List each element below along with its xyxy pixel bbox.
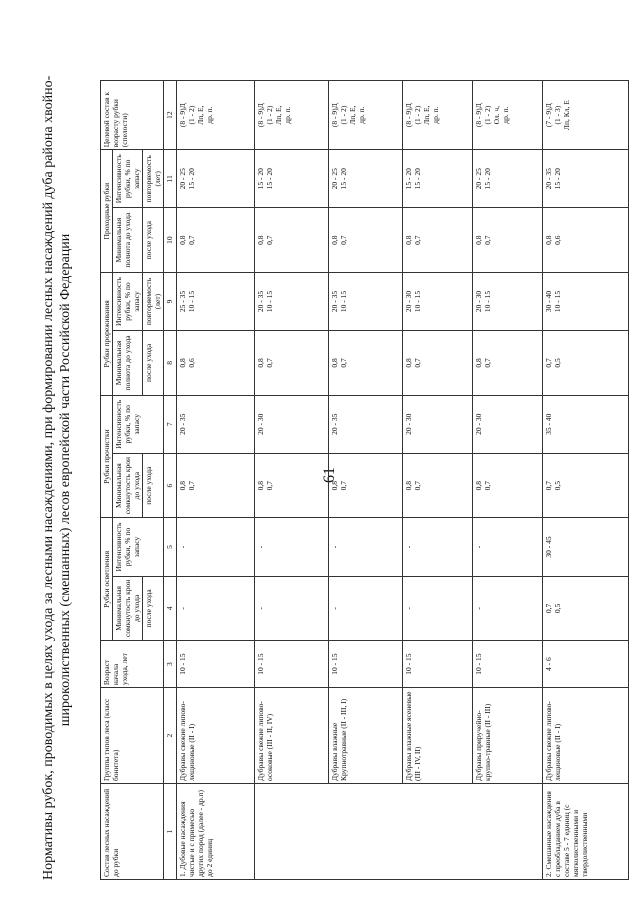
table-row	[329, 81, 403, 880]
col-num: 2	[164, 688, 177, 784]
cell-prorezh-intensity-line: 20 - 30	[474, 290, 483, 313]
cell-prohod-intensity-line: 20 - 25	[330, 168, 339, 190]
cell-proch-min-line: 0,8	[474, 480, 483, 491]
col-num: 5	[164, 518, 177, 576]
cell-prohod-intensity	[255, 150, 329, 208]
cell-osv-intensity: 30 - 45	[543, 518, 629, 576]
cell-osv-intensity: -	[473, 518, 543, 576]
cell-prohod-min	[329, 208, 403, 273]
title-line-1: Нормативы рубок, проводимых в целях ухода за лесными насаждениями, при формировании лесных насаждений дуба района хвойно-	[41, 75, 56, 880]
cell-target-line: (1 - 2)	[339, 105, 348, 125]
cell-prorezh-min-line: 0,7	[339, 358, 348, 368]
cell-proch-min-line: 0,7	[265, 480, 274, 491]
cell-start-age: 10 - 15	[403, 641, 473, 688]
cell-prohod-intensity-line: 20 - 25	[178, 168, 187, 190]
cell-target-line: (1 - 3)	[553, 105, 562, 125]
cell-forest-type: Дубравы свежие липово-осоковые (III - II, IV)	[255, 688, 329, 784]
cell-proch-min-line: 0,7	[413, 480, 422, 491]
cell-target-line: (1 - 2)	[187, 105, 196, 125]
cell-prohod-min-line: 0,8	[178, 235, 187, 245]
header-osvetlenie: Рубки осветления	[101, 518, 113, 641]
header-start-age: Возраст начала ухода, лет	[101, 641, 164, 688]
cell-osv-min-line: 0,5	[553, 603, 562, 614]
table-title	[40, 75, 88, 880]
cell-start-age: 10 - 15	[255, 641, 329, 688]
cell-forest-type: Дубравы влажные ясеневые (III - IV, II)	[403, 688, 473, 784]
cell-prorezh-min	[255, 331, 329, 396]
header-repeat: повторяемость (лет)	[143, 150, 164, 208]
cell-proch-intensity: 20 - 30	[255, 395, 329, 453]
cell-target	[329, 81, 403, 150]
col-num: 9	[164, 273, 177, 331]
cell-prorezh-intensity	[543, 273, 629, 331]
cell-proch-intensity: 20 - 35	[329, 395, 403, 453]
title-line-2: широколиственных (смешанных) лесов европейской части Российской Федерации	[58, 233, 73, 727]
cell-proch-min	[473, 453, 543, 518]
cell-prorezh-min-line: 0,8	[474, 358, 483, 368]
cell-prorezh-intensity-line: 25 - 35	[178, 290, 187, 313]
cell-prohod-intensity	[403, 150, 473, 208]
cell-osv-min: -	[255, 576, 329, 641]
cell-prohod-min-line: 0,6	[553, 235, 562, 245]
cell-composition	[255, 784, 543, 880]
cell-osv-intensity: -	[255, 518, 329, 576]
cell-prorezh-intensity-line: 10 - 15	[483, 290, 492, 313]
cell-prohod-min-line: 0,7	[187, 235, 196, 245]
cell-prohod-min-line: 0,8	[256, 235, 265, 245]
cell-prohod-intensity-line: 15 - 20	[413, 168, 422, 190]
cell-osv-min: -	[177, 576, 255, 641]
norms-table	[100, 80, 629, 880]
cell-prorezh-intensity	[473, 273, 543, 331]
cell-target-line: (1 - 2)	[483, 105, 492, 125]
cell-prohod-intensity	[473, 150, 543, 208]
cell-prorezh-min-line: 0,8	[178, 358, 187, 368]
header-forest-type: Группы типов леса (класс бонитета)	[101, 688, 164, 784]
cell-prorezh-min-line: 0,7	[413, 358, 422, 368]
cell-proch-min	[403, 453, 473, 518]
header-target-composition: Целевой состав к возрасту рубки (спелости)	[101, 81, 164, 150]
cell-proch-min	[177, 453, 255, 518]
cell-proch-min-line: 0,7	[339, 480, 348, 491]
cell-start-age: 10 - 15	[177, 641, 255, 688]
cell-proch-min-line: 0,8	[330, 480, 339, 491]
header-min-compact: Минимальная сомкнутость крон до ухода	[113, 576, 143, 641]
cell-prohod-intensity-line: 15 - 20	[256, 168, 265, 190]
cell-prorezh-min	[403, 331, 473, 396]
header-min-density: Минимальная полнота до ухода	[113, 331, 143, 396]
cell-target-line: (8 - 9)Д	[178, 103, 187, 128]
cell-osv-min-line: 0,7	[544, 603, 553, 614]
cell-prorezh-min-line: 0,8	[404, 358, 413, 368]
header-min-density: Минимальная полнота до ухода	[113, 208, 143, 273]
cell-target	[543, 81, 629, 150]
header-prohodnye: Проходные рубки	[101, 150, 113, 273]
col-num: 1	[164, 784, 177, 880]
cell-prohod-intensity-line: 15 - 20	[265, 168, 274, 190]
cell-osv-intensity: -	[329, 518, 403, 576]
cell-prohod-min-line: 0,8	[474, 235, 483, 245]
cell-target-line: др. п.	[205, 106, 214, 124]
cell-prohod-min	[177, 208, 255, 273]
cell-prohod-min-line: 0,8	[404, 235, 413, 245]
cell-prorezh-intensity-line: 30 - 40	[544, 290, 553, 313]
cell-proch-min-line: 0,7	[483, 480, 492, 491]
cell-prohod-intensity-line: 15 - 20	[339, 168, 348, 190]
header-prochistka: Рубки прочистки	[101, 395, 113, 518]
table-row	[543, 81, 629, 880]
cell-target-line: (8 - 9)Д	[256, 103, 265, 128]
cell-target	[255, 81, 329, 150]
col-num: 6	[164, 453, 177, 518]
cell-prorezh-min-line: 0,8	[330, 358, 339, 368]
cell-start-age: 10 - 15	[329, 641, 403, 688]
table-row	[255, 81, 329, 880]
cell-proch-intensity: 20 - 35	[177, 395, 255, 453]
cell-target-line: Лп, Кл, Е	[562, 100, 571, 131]
cell-osv-min: -	[329, 576, 403, 641]
cell-target-line: Лп, Е,	[422, 105, 431, 125]
header-intensity: Интенсивность рубки, % по запасу	[113, 395, 164, 453]
cell-prorezh-min	[473, 331, 543, 396]
cell-prohod-intensity-line: 20 - 25	[474, 168, 483, 190]
cell-target-line: (8 - 9)Д	[404, 103, 413, 128]
cell-target	[403, 81, 473, 150]
cell-prorezh-min-line: 0,6	[187, 358, 196, 368]
cell-prorezh-intensity-line: 10 - 15	[187, 290, 196, 313]
cell-prohod-min-line: 0,7	[483, 235, 492, 245]
cell-target-line: Лп, Е,	[196, 105, 205, 125]
cell-prohod-intensity-line: 15 - 20	[187, 168, 196, 190]
header-prorezhivanie: Рубки прореживания	[101, 273, 113, 396]
cell-prohod-intensity	[329, 150, 403, 208]
cell-prorezh-intensity-line: 20 - 30	[404, 290, 413, 313]
header-after-care: после ухода	[143, 453, 164, 518]
cell-prorezh-intensity-line: 20 - 35	[330, 290, 339, 313]
col-num: 10	[164, 208, 177, 273]
table-row	[403, 81, 473, 880]
page-number: 61	[321, 467, 338, 483]
cell-target-line: (8 - 9)Д	[474, 103, 483, 128]
cell-prorezh-intensity	[177, 273, 255, 331]
header-repeat: повторяемость (лет)	[143, 273, 164, 331]
cell-prorezh-intensity	[255, 273, 329, 331]
cell-prohod-min	[473, 208, 543, 273]
cell-proch-min-line: 0,7	[187, 480, 196, 491]
cell-target-line: др. п.	[357, 106, 366, 124]
cell-prohod-min-line: 0,7	[413, 235, 422, 245]
cell-target-line: др. п.	[283, 106, 292, 124]
cell-prorezh-intensity-line: 10 - 15	[265, 290, 274, 313]
table-row	[177, 81, 255, 880]
cell-osv-min: -	[403, 576, 473, 641]
cell-proch-intensity: 20 - 30	[403, 395, 473, 453]
header-after-care: после ухода	[143, 576, 164, 641]
header-after-care: после ухода	[143, 208, 164, 273]
cell-proch-min-line: 0,7	[544, 480, 553, 491]
cell-prohod-min-line: 0,8	[544, 235, 553, 245]
col-num: 4	[164, 576, 177, 641]
cell-proch-intensity: 35 - 40	[543, 395, 629, 453]
table-row	[473, 81, 543, 880]
cell-prorezh-min	[543, 331, 629, 396]
cell-forest-type: Дубравы свежие липово-лещиновые (II - I)	[177, 688, 255, 784]
col-num: 8	[164, 331, 177, 396]
cell-forest-type: Дубравы влажные Крупнотравные (II - III, I)	[329, 688, 403, 784]
cell-prorezh-min-line: 0,5	[553, 358, 562, 368]
cell-target-line: Лп, Е,	[274, 105, 283, 125]
col-num: 3	[164, 641, 177, 688]
cell-target-line: (1 - 2)	[413, 105, 422, 125]
cell-proch-min-line: 0,5	[553, 480, 562, 491]
cell-prohod-intensity-line: 15 - 20	[483, 168, 492, 190]
cell-forest-type: Дубравы свежие липово-лещиновые (II - I)	[543, 688, 629, 784]
cell-prohod-min-line: 0,8	[330, 235, 339, 245]
cell-proch-min-line: 0,8	[178, 480, 187, 491]
header-intensity: Интенсивность рубки, % по запасу	[113, 150, 143, 208]
cell-target-line: (7 - 9)Д	[544, 103, 553, 128]
header-composition: Состав лесных насаждений до рубки	[101, 784, 164, 880]
cell-proch-min	[329, 453, 403, 518]
cell-start-age: 10 - 15	[473, 641, 543, 688]
rotated-content	[40, 75, 620, 880]
col-num: 11	[164, 150, 177, 208]
cell-prorezh-min-line: 0,7	[265, 358, 274, 368]
cell-osv-intensity: -	[177, 518, 255, 576]
cell-target-line: Ол. ч,	[492, 105, 501, 125]
cell-prohod-min	[403, 208, 473, 273]
cell-prohod-min-line: 0,7	[265, 235, 274, 245]
cell-target-line: Лп, Е,	[348, 105, 357, 125]
cell-prorezh-intensity-line: 10 - 15	[339, 290, 348, 313]
cell-target	[473, 81, 543, 150]
cell-prohod-intensity-line: 15 - 20	[404, 168, 413, 190]
cell-forest-type: Дубравы приручейно-крупно-травные (II - III)	[473, 688, 543, 784]
header-after-care: после ухода	[143, 331, 164, 396]
cell-prorezh-min-line: 0,7	[544, 358, 553, 368]
cell-proch-min-line: 0,8	[404, 480, 413, 491]
cell-target-line: (1 - 2)	[265, 105, 274, 125]
cell-osv-min: -	[473, 576, 543, 641]
cell-prorezh-min	[329, 331, 403, 396]
cell-prohod-min	[543, 208, 629, 273]
header-intensity: Интенсивность рубки, % по запасу	[113, 518, 164, 576]
cell-prohod-intensity	[543, 150, 629, 208]
cell-prohod-intensity	[177, 150, 255, 208]
cell-prohod-min-line: 0,7	[339, 235, 348, 245]
cell-prorezh-min-line: 0,7	[483, 358, 492, 368]
cell-target-line: др. п.	[431, 106, 440, 124]
cell-prorezh-intensity	[403, 273, 473, 331]
cell-prorezh-min-line: 0,8	[256, 358, 265, 368]
cell-composition: 2. Смешанные насаждения с преобладанием дуба в составе 5 - 7 единиц (с мягколиственными и твердолиственными	[543, 784, 629, 880]
cell-target-line: др. п.	[501, 106, 510, 124]
cell-start-age: 4 - 6	[543, 641, 629, 688]
cell-prorezh-intensity-line: 10 - 15	[553, 290, 562, 313]
header-intensity: Интенсивность рубки, % по запасу	[113, 273, 143, 331]
cell-proch-min-line: 0,8	[256, 480, 265, 491]
cell-prorezh-intensity-line: 20 - 35	[256, 290, 265, 313]
cell-osv-intensity: -	[403, 518, 473, 576]
col-num: 7	[164, 395, 177, 453]
header-min-compact: Минимальная сомкнутость крон до ухода	[113, 453, 143, 518]
cell-prohod-intensity-line: 20 - 35	[544, 168, 553, 190]
cell-osv-min	[543, 576, 629, 641]
cell-prorezh-min	[177, 331, 255, 396]
cell-prorezh-intensity-line: 10 - 15	[413, 290, 422, 313]
cell-prohod-min	[255, 208, 329, 273]
cell-proch-min	[255, 453, 329, 518]
cell-prohod-intensity-line: 15 - 20	[553, 168, 562, 190]
cell-target-line: (8 - 9)Д	[330, 103, 339, 128]
col-num: 12	[164, 81, 177, 150]
cell-target	[177, 81, 255, 150]
cell-prorezh-intensity	[329, 273, 403, 331]
cell-composition: 1. Дубовые насаждения чистые и с примесью других пород (далее - др.п) до 2 единиц	[177, 784, 255, 880]
cell-proch-intensity: 20 - 30	[473, 395, 543, 453]
cell-proch-min	[543, 453, 629, 518]
